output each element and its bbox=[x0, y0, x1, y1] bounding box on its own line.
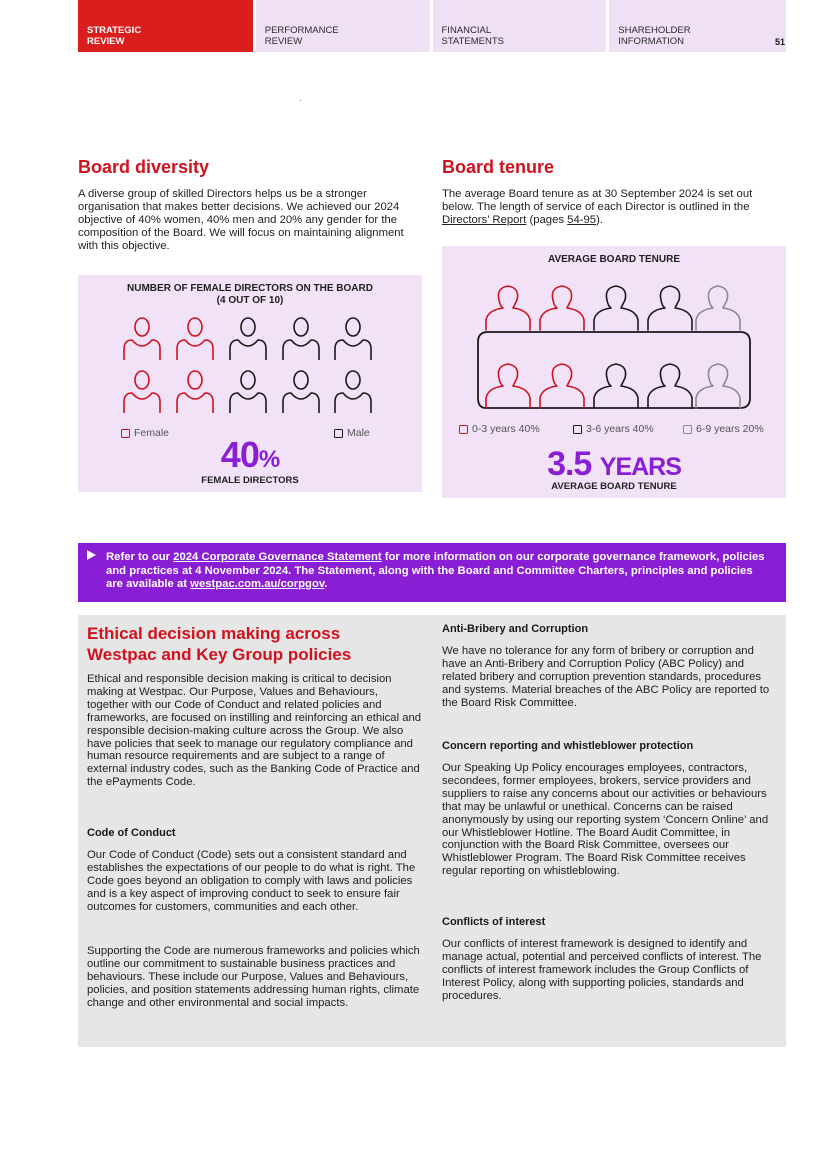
page-number: 51 bbox=[774, 37, 785, 47]
male-director-icon bbox=[283, 318, 319, 360]
director-icon bbox=[540, 286, 584, 330]
tenure-panel-title: AVERAGE BOARD TENURE bbox=[547, 254, 681, 265]
code-of-conduct-p1: Our Code of Conduct (Code) sets out a consistent standard and establishes the expectations of our people to do what is right. The Code goes beyond an obligation to comply with laws and policies and is a key aspect of improving conduct to seek to ensure fair outcomes for customers, communities and each other. bbox=[87, 849, 416, 913]
director-icon-grey bbox=[696, 286, 740, 330]
abc-heading: Anti-Bribery and Corruption bbox=[442, 623, 589, 635]
section-nav bbox=[78, 0, 786, 52]
average-tenure-value: 3.5 YEARS bbox=[547, 445, 681, 483]
legend-0-3-years: 0-3 years 40% bbox=[459, 423, 540, 435]
stray-dot bbox=[300, 100, 301, 101]
conflicts-body: Our conflicts of interest framework is designed to identify and manage actual, potential and perceived conflicts of interest. The conflicts of interest framework includes the Group Conflicts of Interest Policy, along with supporting policies, standards and procedures. bbox=[442, 938, 762, 1002]
female-panel-title: NUMBER OF FEMALE DIRECTORS ON THE BOARD bbox=[127, 283, 373, 294]
female-director-icon bbox=[124, 371, 160, 413]
tab-strategic-review[interactable]: STRATEGIC REVIEW bbox=[78, 0, 253, 52]
board-tenure-panel bbox=[442, 246, 786, 498]
director-icon bbox=[648, 286, 692, 330]
legend-male: Male bbox=[334, 427, 370, 439]
female-director-icon bbox=[177, 371, 213, 413]
board-tenure-body: The average Board tenure as at 30 September 2024 is set out below. The length of service of each Director is outlined in the Directors’ Report (pages 54-95). bbox=[442, 188, 753, 226]
male-director-icon bbox=[335, 371, 371, 413]
banner-text: Refer to our 2024 Corporate Governance Statement for more information on our corporate governance framework, policies and practices at 4 November 2024. The Statement, along with the Board and Committee Charters, principles and policies are available at westpac.com.au/corpgov. bbox=[106, 551, 765, 590]
director-icon bbox=[486, 286, 530, 330]
red-swatch-icon bbox=[459, 425, 468, 434]
female-directors-panel bbox=[78, 275, 422, 492]
tab-financial-statements[interactable]: FINANCIAL STATEMENTS bbox=[433, 0, 607, 52]
ethics-section bbox=[78, 615, 786, 1047]
ethics-heading: Ethical decision making across Westpac and Key Group policies bbox=[87, 624, 352, 664]
legend-3-6-years: 3-6 years 40% bbox=[573, 423, 654, 435]
female-director-icon bbox=[177, 318, 213, 360]
code-of-conduct-heading: Code of Conduct bbox=[87, 827, 176, 839]
pages-link[interactable]: 54-95 bbox=[567, 214, 597, 226]
tab-shareholder-information[interactable]: SHAREHOLDER INFORMATION 51 bbox=[609, 0, 786, 52]
concern-body: Our Speaking Up Policy encourages employees, contractors, secondees, former employees, brokers, service providers and suppliers to raise any concerns about our activities or behaviours that may be unlawful or unethical. Concerns can be raised anonymously by using our reporting system ‘Concern Online’ and our Whistleblower Hotline. The Board Audit Committee, in conjunction with the Board Risk Committee, oversees our Whistleblower Program. The Board Risk Committee receives regular reporting on whistleblowing. bbox=[442, 762, 769, 878]
conflicts-heading: Conflicts of interest bbox=[442, 916, 546, 928]
female-percentage: 40% bbox=[220, 434, 280, 475]
tenure-caption: AVERAGE BOARD TENURE bbox=[551, 481, 677, 492]
governance-banner bbox=[78, 543, 786, 602]
board-tenure-heading: Board tenure bbox=[442, 157, 555, 177]
female-panel-subtitle: (4 OUT OF 10) bbox=[216, 295, 284, 306]
male-director-icon bbox=[283, 371, 319, 413]
female-caption: FEMALE DIRECTORS bbox=[201, 475, 299, 486]
director-icon bbox=[594, 286, 638, 330]
play-arrow-icon bbox=[87, 550, 96, 560]
ethics-intro: Ethical and responsible decision making is critical to decision making at Westpac. Our Purpose, Values and Behaviours, together with our Code of Conduct and related policies and frameworks, are focused on instilling and reinforcing an ethical and responsible decision-making culture across the Group. We also have policies that seek to manage our regulatory compliance and human resource requirements and are subject to a range of external industry codes, such as the Banking Code of Practice and the ePayments Code. bbox=[87, 673, 422, 789]
abc-body: We have no tolerance for any form of bribery or corruption and have an Anti-Bribery and Corruption Policy (ABC Policy) and related bribery and corruption prevention standards, procedures and systems. Material breaches of the ABC Policy are reported to the Board Risk Committee. bbox=[442, 645, 770, 709]
male-director-icon bbox=[335, 318, 371, 360]
board-diversity-heading: Board diversity bbox=[78, 157, 210, 177]
board-diversity-body: A diverse group of skilled Directors helps us be a stronger organisation that makes better decisions. We achieved our 2024 objective of 40% women, 40% men and 20% any gender for the composition of the Board. We will focus on maintaining alignment with this objective. bbox=[78, 188, 404, 252]
code-of-conduct-p2: Supporting the Code are numerous frameworks and policies which outline our commitment to sustainable business practices and behaviours. These include our Purpose, Values and Behaviours, policies, and position statements addressing human rights, climate change and other environmental and social impacts. bbox=[87, 945, 420, 1009]
female-director-icon bbox=[124, 318, 160, 360]
directors-report-link[interactable]: Directors’ Report bbox=[442, 214, 527, 226]
concern-heading: Concern reporting and whistleblower protection bbox=[442, 740, 694, 752]
male-director-icon bbox=[230, 371, 266, 413]
governance-statement-link[interactable]: 2024 Corporate Governance Statement bbox=[173, 551, 382, 563]
legend-6-9-years: 6-9 years 20% bbox=[683, 423, 764, 435]
male-director-icon bbox=[230, 318, 266, 360]
tab-performance-review[interactable]: PERFORMANCE REVIEW bbox=[256, 0, 430, 52]
corpgov-link[interactable]: westpac.com.au/corpgov bbox=[190, 578, 325, 590]
grey-swatch-icon bbox=[683, 425, 692, 434]
black-swatch-icon bbox=[573, 425, 582, 434]
legend-female: Female bbox=[121, 427, 169, 439]
